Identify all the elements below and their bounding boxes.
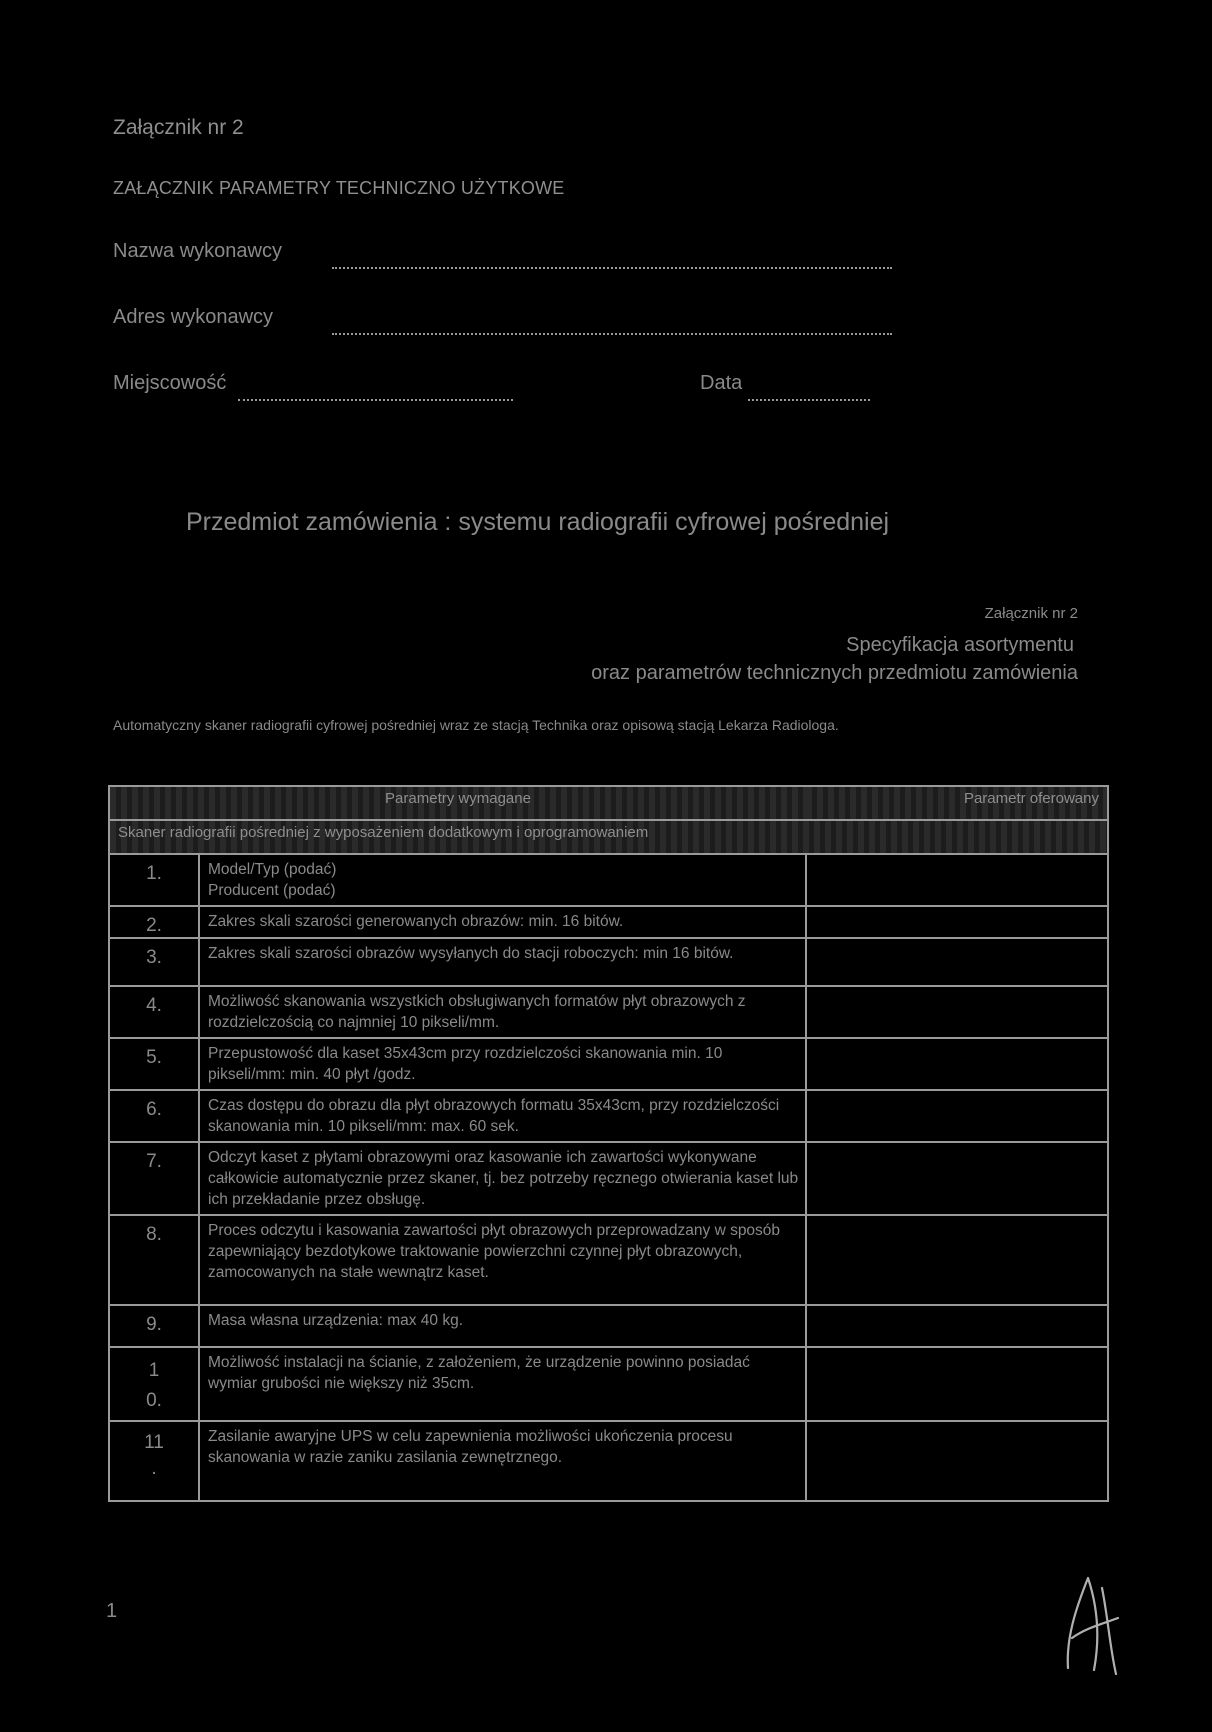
row-description: Zakres skali szarości generowanych obrazów: min. 16 bitów. [199, 906, 806, 938]
table-band-title [109, 786, 1108, 820]
row-description: Masa własna urządzenia: max 40 kg. [199, 1305, 806, 1347]
date-label: Data [700, 372, 743, 394]
offered-value-cell[interactable] [806, 1090, 1108, 1142]
place-label: Miejscowość [113, 372, 227, 394]
table-row [109, 1038, 1108, 1090]
row-number: 1. [109, 854, 199, 906]
offered-value-cell[interactable] [806, 1421, 1108, 1501]
spec-attachment-label: Załącznik nr 2 [984, 605, 1078, 622]
table-row [109, 854, 1108, 906]
row-number: 2. [109, 906, 199, 938]
document-caps-title: ZAŁĄCZNIK PARAMETRY TECHNICZNO UŻYTKOWE [113, 178, 565, 198]
place-field[interactable] [238, 388, 513, 406]
row-description: Proces odczytu i kasowania zawartości płyt obrazowych przeprowadzany w sposób zapewniający bezdotykowe traktowanie powierzchni czynnej płyt obrazowych, zamocowanych na stałe wewnątrz kaset. [199, 1215, 806, 1305]
attachment-label: Załącznik nr 2 [113, 116, 244, 139]
row-description: Możliwość instalacji na ścianie, z założeniem, że urządzenie powinno posiadać wymiar grubości nie większy niż 35cm. [199, 1347, 806, 1421]
contractor-address-dotted-line [332, 333, 892, 335]
contractor-name-dotted-line [332, 267, 892, 269]
row-description: Przepustowość dla kaset 35x43cm przy rozdzielczości skanowania min. 10 pikseli/mm: min. 40 płyt /godz. [199, 1038, 806, 1090]
row-number: 6. [109, 1090, 199, 1142]
offered-value-cell[interactable] [806, 906, 1108, 938]
intro-paragraph: Automatyczny skaner radiografii cyfrowej pośredniej wraz ze stacją Technika oraz opisową stacją Lekarza Radiologa. [113, 717, 839, 733]
row-description: Zakres skali szarości obrazów wysyłanych do stacji roboczych: min 16 bitów. [199, 938, 806, 986]
offered-value-cell[interactable] [806, 1215, 1108, 1305]
page-number: 1 [106, 1600, 118, 1622]
row-number: 9. [109, 1305, 199, 1347]
spec-title-line2: oraz parametrów technicznych przedmiotu zamówienia [591, 662, 1078, 684]
table-row [109, 1305, 1108, 1347]
table-row [109, 1142, 1108, 1215]
table-row [109, 906, 1108, 938]
offered-value-cell[interactable] [806, 1347, 1108, 1421]
contractor-name-field[interactable] [332, 256, 892, 274]
row-number: 11 . [109, 1421, 199, 1501]
table-row [109, 1215, 1108, 1305]
place-dotted-line [238, 399, 513, 401]
row-description: Model/Typ (podać) Producent (podać) [199, 854, 806, 906]
table-row [109, 1347, 1108, 1421]
order-subject: Przedmiot zamówienia : systemu radiografii cyfrowej pośredniej [186, 508, 890, 536]
contractor-address-label: Adres wykonawcy [113, 306, 274, 328]
contractor-address-field[interactable] [332, 322, 892, 340]
row-number: 3. [109, 938, 199, 986]
spec-title-line1: Specyfikacja asortymentu [846, 634, 1074, 656]
table-band-subtitle [109, 820, 1108, 854]
offered-value-cell[interactable] [806, 986, 1108, 1038]
row-number: 5. [109, 1038, 199, 1090]
row-description: Zasilanie awaryjne UPS w celu zapewnienia możliwości ukończenia procesu skanowania w razie zaniku zasilania zewnętrznego. [199, 1421, 806, 1501]
date-field[interactable] [748, 388, 870, 406]
row-number: 7. [109, 1142, 199, 1215]
table-row [109, 938, 1108, 986]
offered-value-cell[interactable] [806, 1305, 1108, 1347]
spec-table [108, 785, 1109, 1502]
row-number: 4. [109, 986, 199, 1038]
row-description: Odczyt kaset z płytami obrazowymi oraz kasowanie ich zawartości wykonywane całkowicie automatycznie przez skaner, tj. bez potrzeby ręcznego otwierania kaset lub ich przekładanie przez obsługę. [199, 1142, 806, 1215]
offered-value-cell[interactable] [806, 1142, 1108, 1215]
table-row [109, 1421, 1108, 1501]
offered-value-cell[interactable] [806, 1038, 1108, 1090]
handwritten-signature-icon [1058, 1558, 1128, 1678]
offered-value-cell[interactable] [806, 938, 1108, 986]
contractor-name-label: Nazwa wykonawcy [113, 240, 282, 262]
row-number: 1 0. [109, 1347, 199, 1421]
date-dotted-line [748, 399, 870, 401]
row-description: Czas dostępu do obrazu dla płyt obrazowych formatu 35x43cm, przy rozdzielczości skanowania min. 10 pikseli/mm: max. 60 sek. [199, 1090, 806, 1142]
band-title-right: Parametr oferowany [806, 786, 1108, 820]
table-row [109, 986, 1108, 1038]
table-row [109, 1090, 1108, 1142]
row-description: Możliwość skanowania wszystkich obsługiwanych formatów płyt obrazowych z rozdzielczością co najmniej 10 pikseli/mm. [199, 986, 806, 1038]
band-subtitle: Skaner radiografii pośredniej z wyposażeniem dodatkowym i oprogramowaniem [109, 820, 1108, 854]
row-number: 8. [109, 1215, 199, 1305]
band-title-left: Parametry wymagane [109, 786, 806, 820]
offered-value-cell[interactable] [806, 854, 1108, 906]
